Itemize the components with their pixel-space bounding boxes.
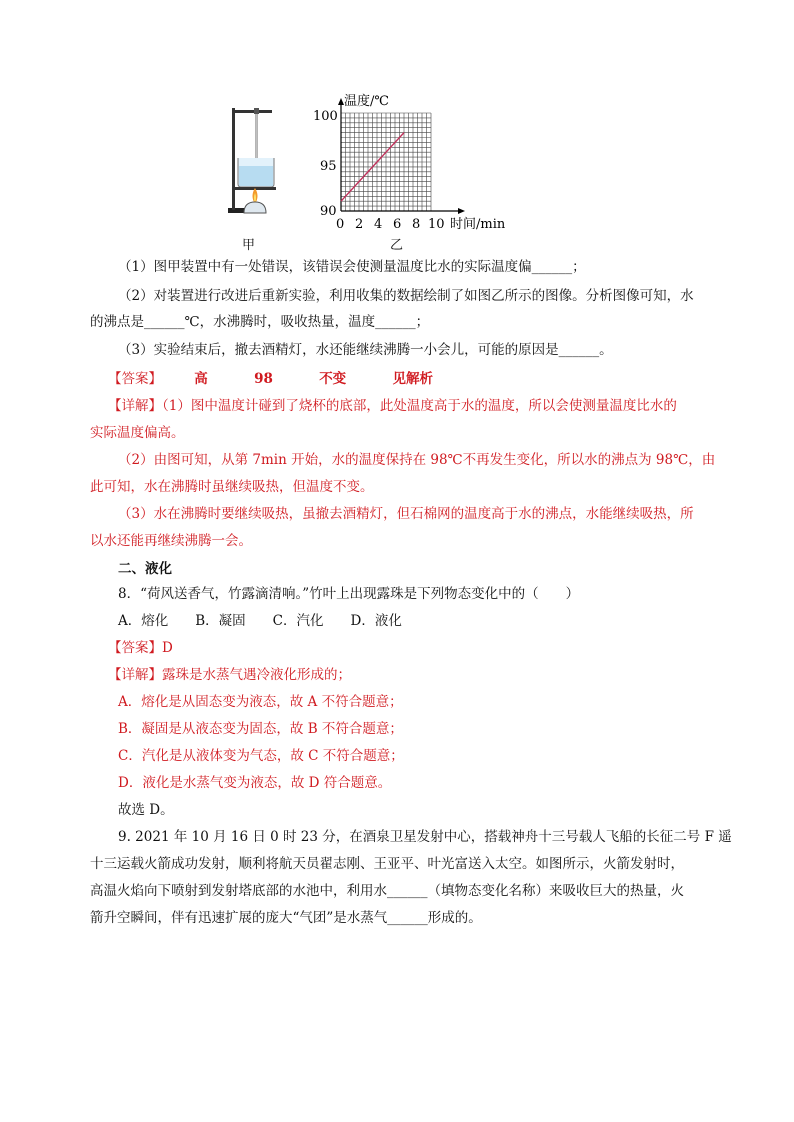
q7-part2-line1: （2）对装置进行改进后重新实验，利用收集的数据绘制了如图乙所示的图像。分析图像可知，水 bbox=[118, 288, 694, 304]
q8-explain-c: C．汽化是从液体变为气态，故 C 不符合题意； bbox=[118, 748, 404, 764]
experiment-figures bbox=[210, 88, 530, 258]
x-axis-arrow bbox=[458, 208, 465, 214]
figure-label-jia: 甲 bbox=[242, 238, 256, 253]
graph-grid bbox=[341, 113, 431, 211]
q7-detail-3a: （3）水在沸腾时要继续吸热，虽撤去酒精灯，但石棉网的温度高于水的沸点，水能继续吸热，所 bbox=[118, 506, 694, 522]
q9-line4: 箭升空瞬间，伴有迅速扩展的庞大“气团”是水蒸气______形成的。 bbox=[90, 910, 482, 926]
y-tick-95: 95 bbox=[320, 159, 337, 174]
q8-explain-a: A．熔化是从固态变为液态，故 A 不符合题意； bbox=[118, 694, 403, 710]
q9-line3: 高温火焰向下喷射到发射塔底部的水池中，利用水______（填物态变化名称）来吸收巨大的热量，火 bbox=[90, 883, 684, 899]
q8-stem: 8．“荷风送香气，竹露滴清响。”竹叶上出现露珠是下列物态变化中的（ ） bbox=[118, 586, 580, 602]
q8-explain-d: D．液化是水蒸气变为液态，故 D 符合题意。 bbox=[118, 775, 392, 791]
x-tick-0: 0 bbox=[336, 217, 345, 232]
q7-detail-2b: 此可知，水在沸腾时虽继续吸热，但温度不变。 bbox=[90, 479, 374, 495]
q8-explain-b: B．凝固是从液态变为固态，故 B 不符合题意； bbox=[118, 721, 403, 737]
x-tick-2: 2 bbox=[355, 217, 364, 232]
q7-detail-1a: 【详解】（1）图中温度计碰到了烧杯的底部，此处温度高于水的温度，所以会使测量温度比水的 bbox=[108, 398, 677, 414]
answer-3: 不变 bbox=[319, 371, 347, 387]
q7-part3: （3）实验结束后，撤去酒精灯，水还能继续沸腾一小会儿，可能的原因是______。 bbox=[118, 342, 613, 358]
y-tick-90: 90 bbox=[320, 204, 337, 219]
answer-4: 见解析 bbox=[392, 371, 433, 387]
figure-label-yi: 乙 bbox=[390, 238, 404, 253]
x-tick-6: 6 bbox=[393, 217, 402, 232]
q9-line2: 十三运载火箭成功发射，顺利将航天员翟志刚、王亚平、叶光富送入太空。如图所示，火箭发射时， bbox=[90, 856, 684, 872]
temperature-time-graph bbox=[313, 93, 506, 232]
detail-tag: 【详解】 bbox=[108, 398, 162, 414]
y-axis-label: 温度/℃ bbox=[344, 94, 389, 109]
q8-answer: 【答案】D bbox=[108, 640, 173, 656]
q8-detail: 【详解】露珠是水蒸气遇冷液化形成的； bbox=[108, 667, 351, 683]
q7-detail-2a: （2）由图可知，从第 7min 开始，水的温度保持在 98℃不再发生变化，所以水的沸点为 98℃，由 bbox=[118, 452, 716, 468]
answer-2: 98 bbox=[254, 371, 273, 387]
x-tick-8: 8 bbox=[412, 217, 421, 232]
apparatus-figure-jia bbox=[210, 88, 530, 258]
boiling-apparatus bbox=[228, 108, 276, 213]
y-tick-100: 100 bbox=[313, 109, 338, 124]
q9-line1: 9. 2021 年 10 月 16 日 0 时 23 分，在酒泉卫星发射中心，搭载神舟十三号载人飞船的长征二号 F 遥 bbox=[118, 829, 732, 845]
section-title-liquefaction: 二、液化 bbox=[118, 561, 172, 577]
q7-part2-line2: 的沸点是______℃，水沸腾时，吸收热量，温度______； bbox=[90, 314, 430, 330]
q7-answer bbox=[108, 370, 433, 388]
q7-part1: （1）图甲装置中有一处错误，该错误会使测量温度比水的实际温度偏______； bbox=[118, 259, 586, 275]
answer-1: 高 bbox=[194, 371, 208, 387]
q7-detail-3b: 以水还能再继续沸腾一会。 bbox=[90, 533, 252, 549]
x-tick-10: 10 bbox=[428, 217, 445, 232]
x-tick-4: 4 bbox=[374, 217, 383, 232]
x-axis-label: 时间/min bbox=[450, 217, 506, 232]
answer-tag: 【答案】 bbox=[108, 371, 162, 387]
q7-detail-1b: 实际温度偏高。 bbox=[90, 425, 185, 441]
q8-options: A．熔化 B．凝固 C．汽化 D．液化 bbox=[118, 613, 402, 629]
q8-conclusion: 故选 D。 bbox=[118, 802, 174, 818]
